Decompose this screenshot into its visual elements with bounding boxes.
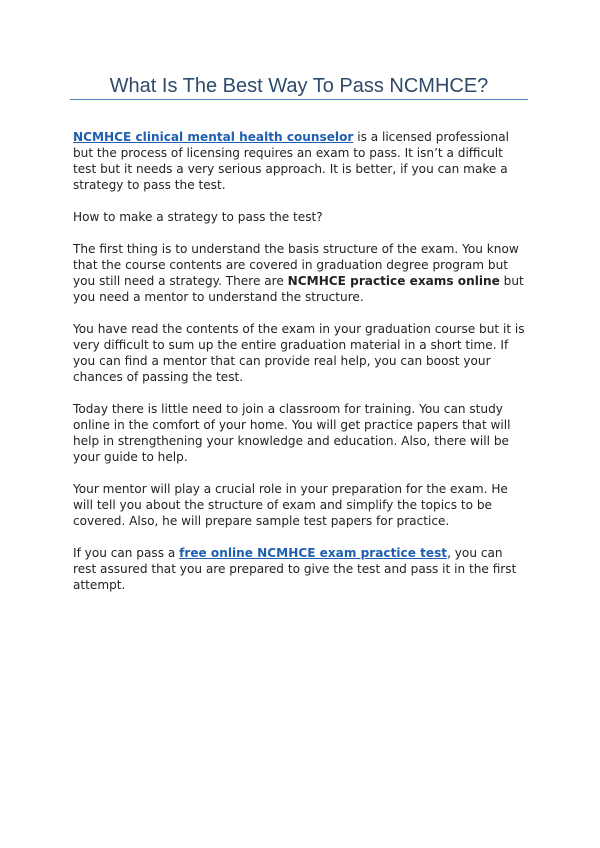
paragraph-1 — [73, 129, 525, 193]
paragraph-3 — [73, 241, 525, 305]
paragraph-3-before: The first thing is to understand the basis structure of the exam. You know that the course contents are covered in graduation degree program but you still need a strategy. There are — [73, 242, 519, 288]
paragraph-6: Your mentor will play a crucial role in your preparation for the exam. He will tell you about the structure of exam and simplify the topics to be covered. Also, he will prepare sample test papers for practice. — [73, 482, 508, 528]
title-divider — [70, 99, 528, 100]
paragraph-7-before: If you can pass a — [73, 546, 180, 560]
paragraph-3-after: but you need a mentor to understand the structure. — [73, 274, 524, 304]
paragraph-2: How to make a strategy to pass the test? — [73, 210, 323, 224]
practice-test-link[interactable]: free online NCMHCE exam practice test — [179, 546, 448, 560]
page-title: What Is The Best Way To Pass NCMHCE? — [109, 75, 489, 97]
paragraph-1-text: is a licensed professional but the process of licensing requires an exam to pass. It isn’t a difficult test but it needs a very serious approach. It is better, if you can make a strategy to pass the test. — [73, 130, 509, 192]
paragraph-7 — [73, 545, 525, 593]
paragraph-7-after: , you can rest assured that you are prepared to give the test and pass it in the first attempt. — [73, 546, 517, 592]
paragraph-5: Today there is little need to join a classroom for training. You can study online in the comfort of your home. You will get practice papers that will help in strengthening your knowledge and education. Also, there will be your guide to help. — [73, 402, 511, 464]
paragraph-4: You have read the contents of the exam in your graduation course but it is very difficult to sum up the entire graduation material in a short time. If you can find a mentor that can provide real help, you can boost your chances of passing the test. — [73, 322, 525, 384]
practice-exams-bold: NCMHCE practice exams online — [287, 274, 500, 288]
article-body — [73, 129, 525, 609]
counselor-link[interactable]: NCMHCE clinical mental health counselor — [73, 130, 354, 144]
